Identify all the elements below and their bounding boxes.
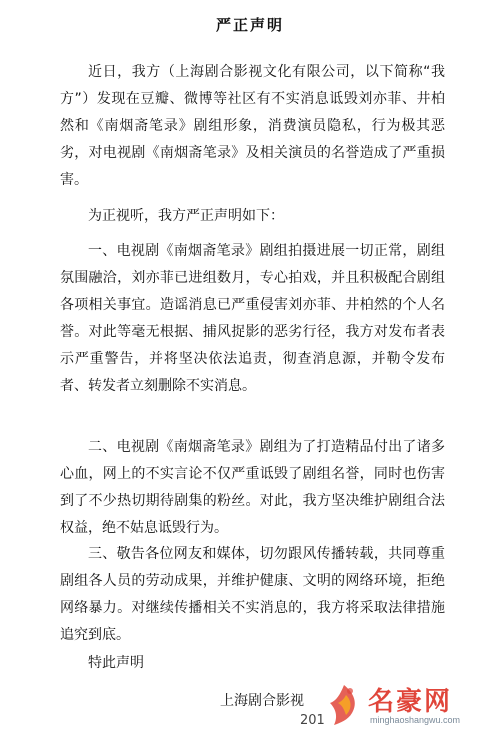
signature-company: 上海剧合影视 xyxy=(220,693,304,709)
point-three-paragraph: 三、敬告各位网友和媒体，切勿跟风传播转载，共同尊重剧组各人员的劳动成果，并维护健康、文明的网络环境，拒绝网络暴力。对继续传播相关不实消息的，我方将采取法律措施追究到底。 xyxy=(60,546,445,643)
watermark-name: 名豪网 xyxy=(368,687,453,717)
signature-date: 201 xyxy=(300,713,325,728)
closing-paragraph: 特此声明 xyxy=(88,655,144,671)
intro-paragraph: 近日，我方（上海剧合影视文化有限公司，以下简称“我方”）发现在豆瓣、微博等社区有不实消息诋毁刘亦菲、井柏然和《南烟斋笔录》剧组形象，消费演员隐私，行为极其恶劣，对电视剧《南烟斋笔录》及相关演员的名誉造成了严重损害。 xyxy=(60,64,445,188)
minghao-logo-icon xyxy=(324,683,364,727)
statement-title: 严正声明 xyxy=(215,16,284,34)
watermark xyxy=(324,679,494,733)
lead-paragraph: 为正视听，我方严正声明如下： xyxy=(88,208,284,224)
watermark-url: minghaoshangwu.com xyxy=(370,715,461,725)
point-one-paragraph: 一、电视剧《南烟斋笔录》剧组拍摄进展一切正常，剧组氛围融洽，刘亦菲已进组数月，专心拍戏，并且积极配合剧组各项相关事宜。造谣消息已严重侵害刘亦菲、井柏然的个人名誉。对此等毫无根据、捕风捉影的恶劣行径，我方对发布者表示严重警告，并将坚决依法追责，彻查消息源，并勒令发布者、转发者立刻删除不实消息。 xyxy=(60,243,445,394)
point-two-paragraph: 二、电视剧《南烟斋笔录》剧组为了打造精品付出了诸多心血，网上的不实言论不仅严重诋毁了剧组名誉，同时也伤害到了不少热切期待剧集的粉丝。对此，我方坚决维护剧组合法权益，绝不姑息诋毁行为。 xyxy=(60,439,445,536)
